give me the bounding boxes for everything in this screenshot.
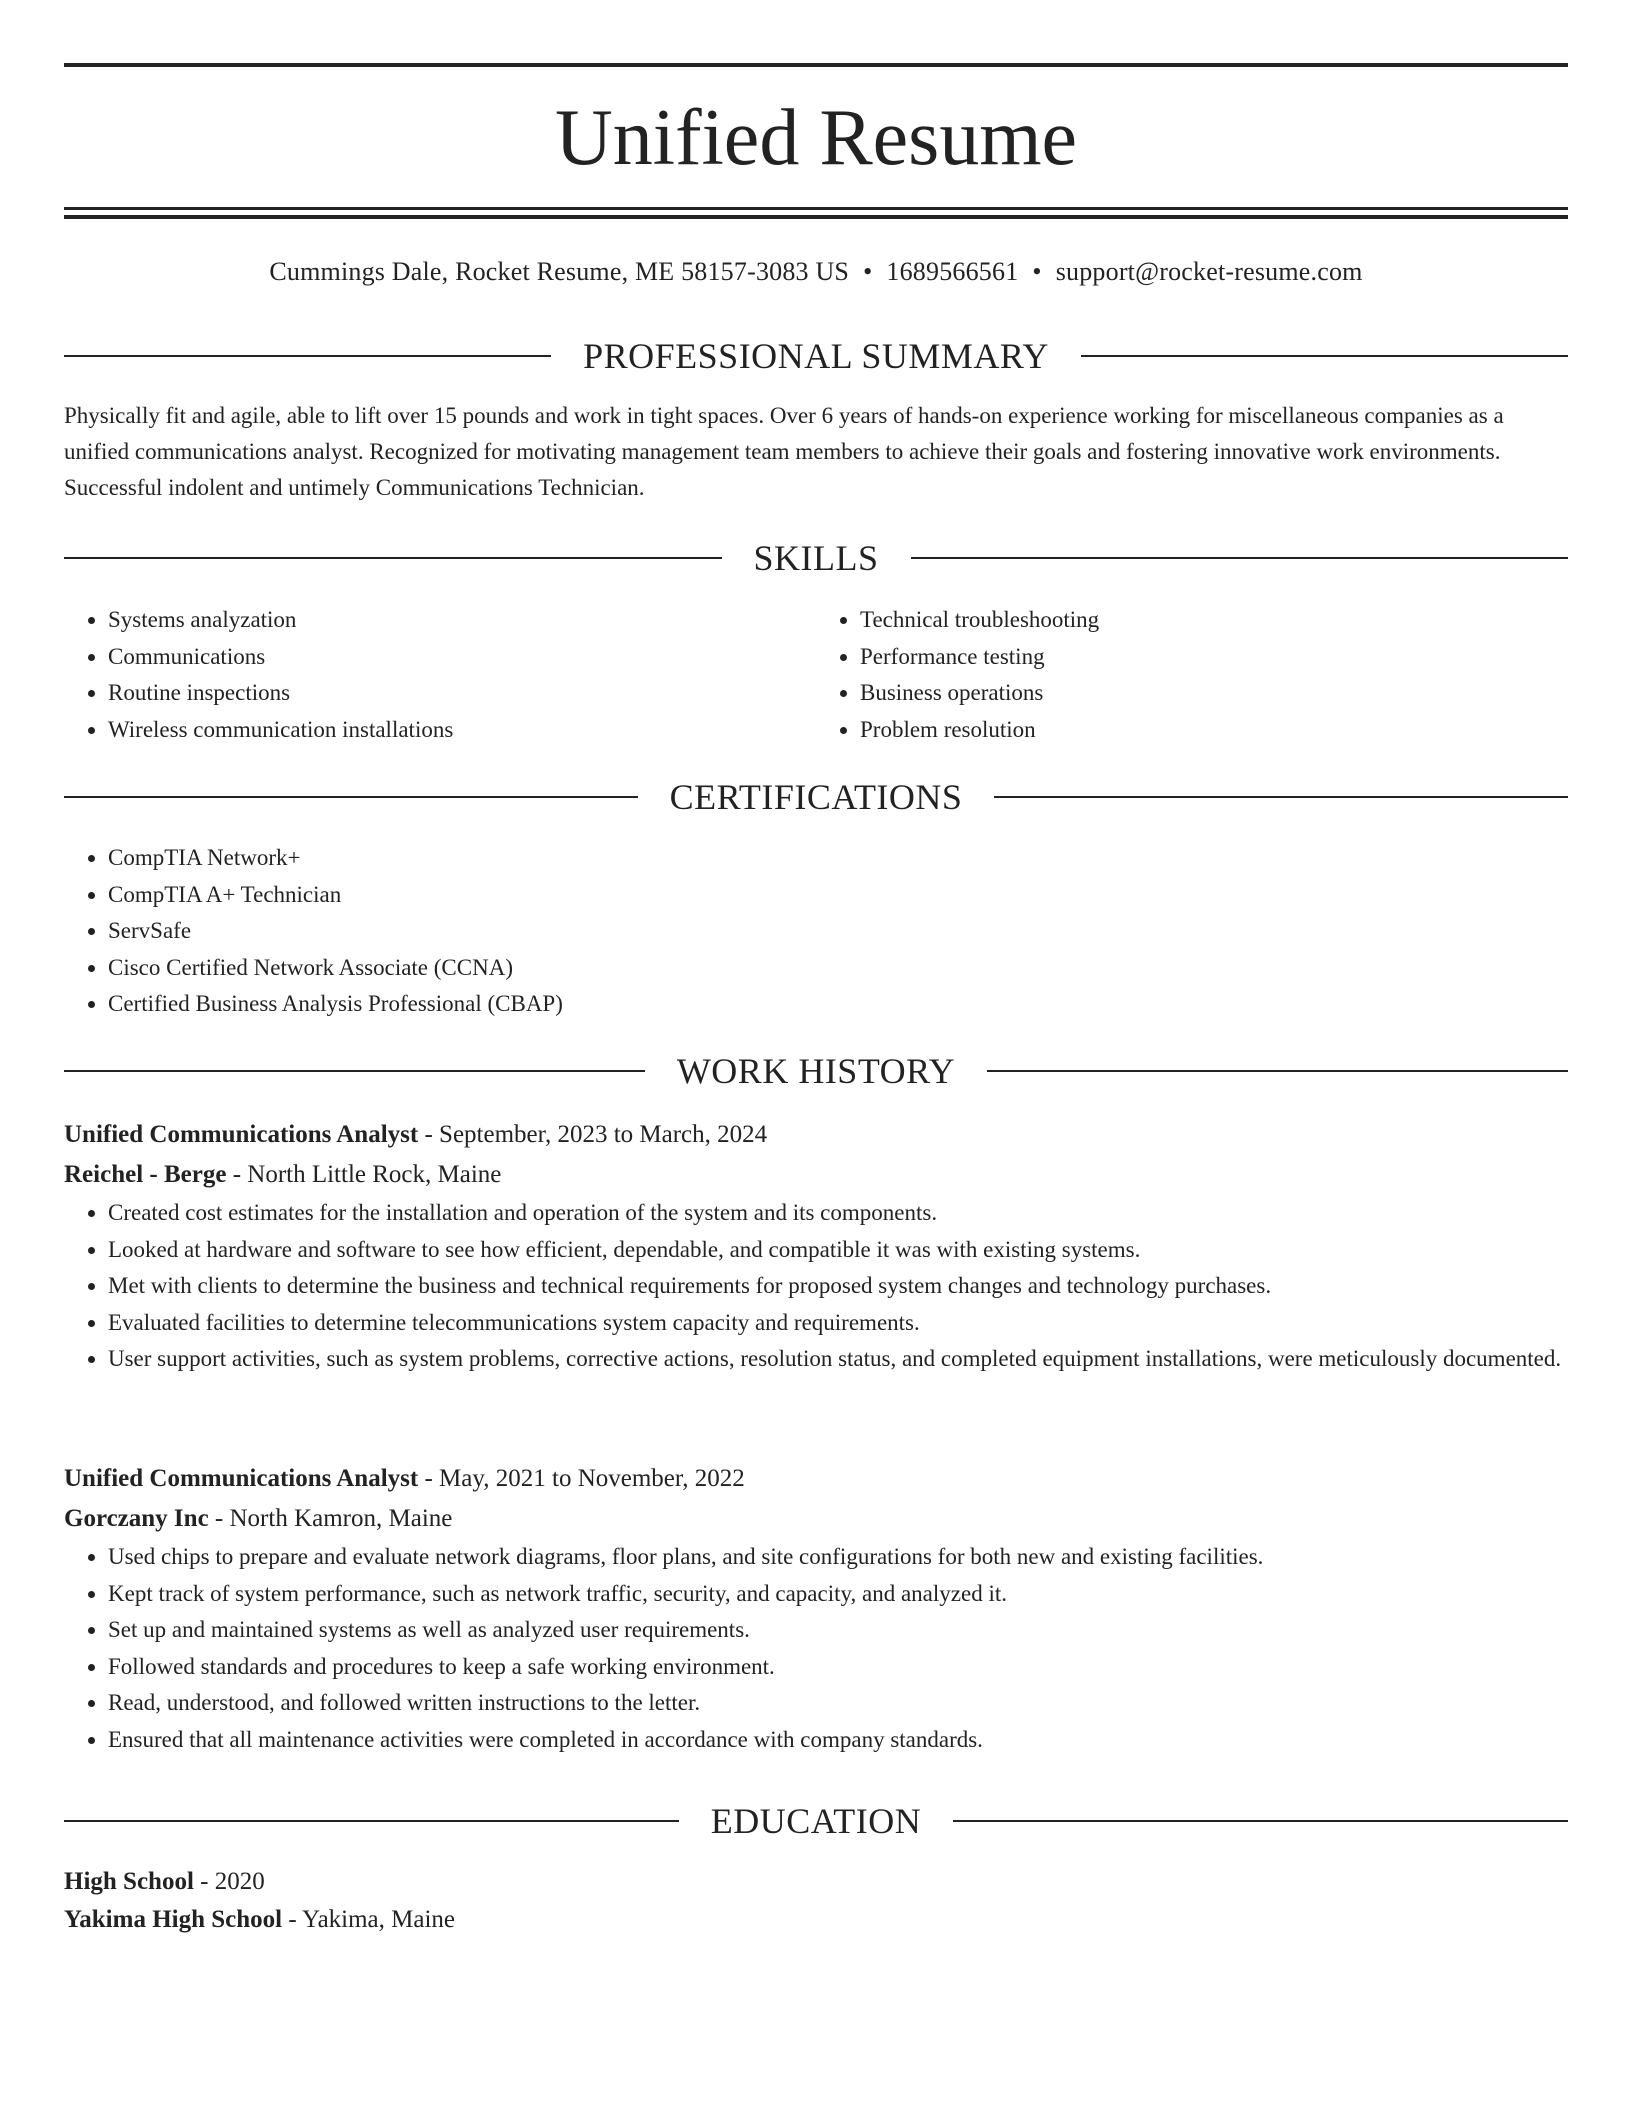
heading-rule-left (64, 355, 551, 357)
education-degree-line (64, 1863, 1568, 1901)
dash-separator: - (418, 1121, 440, 1148)
summary-heading (64, 334, 1568, 378)
job-dates: September, 2023 to March, 2024 (439, 1121, 768, 1148)
education-year: 2020 (214, 1868, 265, 1895)
dash-separator: - (226, 1161, 248, 1188)
job-duty: • Followed standards and procedures to keep a safe working environment. (108, 1649, 1568, 1686)
name-double-divider (64, 207, 1568, 219)
job-duty: • Set up and maintained systems as well as analyzed user requirements. (108, 1612, 1568, 1649)
job-duty: • Used chips to prepare and evaluate network diagrams, floor plans, and site configurations for both new and existing facilities. (108, 1539, 1568, 1576)
job-entry (64, 1459, 1568, 1758)
skill-item: • Wireless communication installations (108, 712, 816, 749)
skill-item: • Technical troubleshooting (860, 602, 1568, 639)
job-duty: • User support activities, such as system problems, corrective actions, resolution status, and completed equipment installations, were meticulously documented. (108, 1341, 1568, 1378)
skill-item: • Routine inspections (108, 675, 816, 712)
contact-address: Cummings Dale, Rocket Resume, ME 58157-3083 US (269, 257, 850, 286)
job-entry (64, 1115, 1568, 1378)
skill-item: • Systems analyzation (108, 602, 816, 639)
certifications-list (64, 840, 1568, 1023)
certification-item: • CompTIA Network+ (108, 840, 1568, 877)
contact-separator: • (863, 257, 873, 286)
heading-rule-left (64, 1820, 679, 1822)
top-divider (64, 63, 1568, 67)
heading-rule-left (64, 796, 638, 798)
job-duties (64, 1195, 1568, 1378)
contact-email: support@rocket-resume.com (1055, 257, 1363, 286)
work-history-heading (64, 1049, 1568, 1093)
job-duty: • Created cost estimates for the installation and operation of the system and its components. (108, 1195, 1568, 1232)
dash-separator: - (282, 1906, 303, 1933)
job-company-line (64, 1155, 1568, 1195)
job-duty: • Met with clients to determine the business and technical requirements for proposed system changes and technology purchases. (108, 1268, 1568, 1305)
resume-name: Unified Resume (554, 94, 1078, 182)
skills-title: SKILLS (753, 538, 879, 578)
job-role: Unified Communications Analyst (64, 1121, 419, 1148)
certification-item: • Certified Business Analysis Professional (CBAP) (108, 986, 1568, 1023)
certifications-title: CERTIFICATIONS (669, 777, 963, 817)
skills-list (64, 602, 1568, 748)
education-entry (64, 1863, 1568, 1939)
dash-separator: - (208, 1505, 230, 1532)
work-history-title: WORK HISTORY (676, 1051, 956, 1091)
skill-item: • Communications (108, 639, 816, 676)
skills-column-right (816, 602, 1568, 748)
heading-rule-right (1081, 355, 1568, 357)
job-company-line (64, 1499, 1568, 1539)
education-school: Yakima High School (64, 1906, 283, 1933)
job-duty: • Looked at hardware and software to see how efficient, dependable, and compatible it was with existing systems. (108, 1232, 1568, 1269)
heading-rule-right (987, 1070, 1568, 1072)
education-degree: High School (64, 1868, 194, 1895)
heading-rule-right (994, 796, 1568, 798)
job-dates: May, 2021 to November, 2022 (439, 1465, 745, 1492)
skill-item: • Performance testing (860, 639, 1568, 676)
job-duty: • Evaluated facilities to determine telecommunications system capacity and requirements. (108, 1305, 1568, 1342)
job-location: North Little Rock, Maine (247, 1161, 502, 1188)
job-company: Gorczany Inc (64, 1505, 209, 1532)
skills-heading (64, 536, 1568, 580)
skill-item: • Business operations (860, 675, 1568, 712)
certification-item: • CompTIA A+ Technician (108, 877, 1568, 914)
job-duties (64, 1539, 1568, 1758)
education-location: Yakima, Maine (302, 1906, 456, 1933)
dash-separator: - (193, 1868, 215, 1895)
job-duty: • Read, understood, and followed written instructions to the letter. (108, 1685, 1568, 1722)
job-location: North Kamron, Maine (229, 1505, 453, 1532)
certification-item: • Cisco Certified Network Associate (CCNA) (108, 950, 1568, 987)
job-role-line (64, 1459, 1568, 1499)
job-role-line (64, 1115, 1568, 1155)
certification-item: • ServSafe (108, 913, 1568, 950)
job-duty: • Ensured that all maintenance activities were completed in accordance with company standards. (108, 1722, 1568, 1759)
education-heading (64, 1799, 1568, 1843)
skill-item: • Problem resolution (860, 712, 1568, 749)
contact-line (64, 254, 1568, 290)
contact-phone: 1689566561 (886, 257, 1019, 286)
heading-rule-left (64, 1070, 645, 1072)
summary-title: PROFESSIONAL SUMMARY (583, 336, 1049, 376)
education-school-line (64, 1901, 1568, 1939)
education-title: EDUCATION (710, 1801, 922, 1841)
heading-rule-left (64, 557, 722, 559)
job-role: Unified Communications Analyst (64, 1465, 419, 1492)
summary-text: Physically fit and agile, able to lift over 15 pounds and work in tight spaces. Over 6 years of hands-on experience working for miscellaneous companies as a unified communications analyst. Recognized for motivating management team members to achieve their goals and fostering innovative work environments. Successful indolent and untimely Communications Technician. (64, 403, 1504, 500)
job-company: Reichel - Berge (64, 1161, 227, 1188)
dash-separator: - (418, 1465, 440, 1492)
job-duty: • Kept track of system performance, such as network traffic, security, and capacity, and analyzed it. (108, 1576, 1568, 1613)
heading-rule-right (911, 557, 1569, 559)
contact-separator: • (1032, 257, 1042, 286)
skills-column-left (64, 602, 816, 748)
certifications-heading (64, 775, 1568, 819)
heading-rule-right (953, 1820, 1568, 1822)
